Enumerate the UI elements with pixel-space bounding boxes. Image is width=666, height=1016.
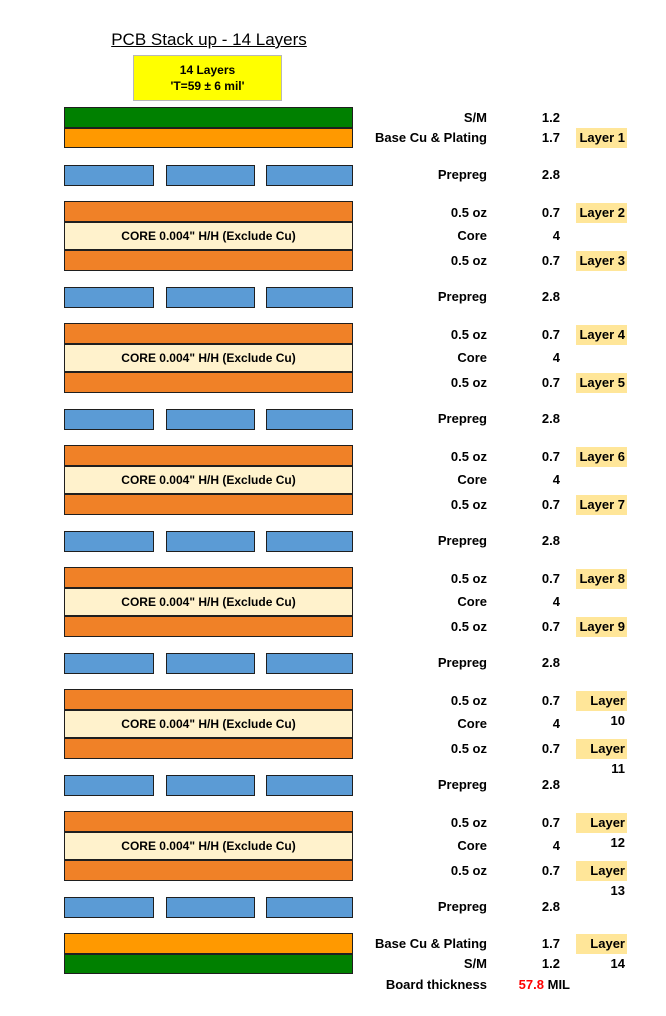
prepreg-thickness: 2.8 [541,777,560,792]
prepreg-label: Prepreg [437,289,487,304]
core-block: CORE 0.004" H/H (Exclude Cu) [64,344,353,372]
layer-tag-1: Layer 1 [576,128,627,148]
base-cu-label: Base Cu & Plating [375,936,487,951]
core-thickness: 4 [552,594,560,609]
prepreg-block [64,653,154,674]
core-block: CORE 0.004" H/H (Exclude Cu) [64,832,353,860]
prepreg-label: Prepreg [437,411,487,426]
half-oz-label: 0.5 oz [450,205,487,220]
layer-tag-13: Layer 13 [576,861,627,881]
half-oz-label: 0.5 oz [450,253,487,268]
prepreg-label: Prepreg [437,777,487,792]
core-thickness: 4 [552,716,560,731]
core-thickness: 4 [552,228,560,243]
core-block: CORE 0.004" H/H (Exclude Cu) [64,710,353,738]
layer-tag-8: Layer 8 [576,569,627,589]
prepreg-block [64,287,154,308]
board-thickness-value [490,975,570,995]
copper-thickness: 0.7 [541,253,560,268]
half-oz-label: 0.5 oz [450,375,487,390]
layer-count: 14 Layers [179,63,236,77]
base-cu-label: Base Cu & Plating [375,130,487,145]
base-cu-thickness: 1.7 [541,130,560,145]
half-oz-label: 0.5 oz [450,571,487,586]
copper-thickness: 0.7 [541,571,560,586]
layer-tag-5: Layer 5 [576,373,627,393]
core-label: Core [457,350,487,365]
prepreg-label: Prepreg [437,167,487,182]
prepreg-block [64,165,154,186]
layer-tag-11: Layer 11 [576,739,627,759]
solder-mask-label: S/M [463,956,487,971]
half-oz-label: 0.5 oz [450,741,487,756]
prepreg-block [64,531,154,552]
layer-tag-3: Layer 3 [576,251,627,271]
prepreg-thickness: 2.8 [541,289,560,304]
solder-mask-thickness: 1.2 [541,956,560,971]
layer-tag-12: Layer 12 [576,813,627,833]
prepreg-label: Prepreg [437,899,487,914]
layer-tag-6: Layer 6 [576,447,627,467]
prepreg-label: Prepreg [437,533,487,548]
half-oz-label: 0.5 oz [450,327,487,342]
prepreg-thickness: 2.8 [541,411,560,426]
core-label: Core [457,228,487,243]
half-oz-label: 0.5 oz [450,863,487,878]
copper-thickness: 0.7 [541,693,560,708]
core-block: CORE 0.004" H/H (Exclude Cu) [64,222,353,250]
thickness-tolerance: 'T=59 ± 6 mil' [170,79,245,93]
prepreg-block [64,775,154,796]
board-thickness-label: Board thickness [385,977,487,992]
half-oz-label: 0.5 oz [450,497,487,512]
prepreg-label: Prepreg [437,655,487,670]
copper-thickness: 0.7 [541,205,560,220]
copper-thickness: 0.7 [541,497,560,512]
solder-mask-label: S/M [463,110,487,125]
board-thickness-number: 57.8 [518,977,544,992]
solder-mask-thickness: 1.2 [541,110,560,125]
prepreg-thickness: 2.8 [541,655,560,670]
layer-tag-10: Layer 10 [576,691,627,711]
layer-tag-7: Layer 7 [576,495,627,515]
half-oz-label: 0.5 oz [450,449,487,464]
half-oz-label: 0.5 oz [450,693,487,708]
core-block: CORE 0.004" H/H (Exclude Cu) [64,466,353,494]
layer-tag-2: Layer 2 [576,203,627,223]
layer-tag-14: Layer 14 [576,934,627,954]
prepreg-thickness: 2.8 [541,899,560,914]
copper-thickness: 0.7 [541,619,560,634]
page-title: PCB Stack up - 14 Layers [111,30,307,49]
core-thickness: 4 [552,350,560,365]
core-label: Core [457,716,487,731]
layer-tag-9: Layer 9 [576,617,627,637]
core-thickness: 4 [552,838,560,853]
prepreg-block [64,897,154,918]
core-label: Core [457,838,487,853]
core-label: Core [457,594,487,609]
half-oz-label: 0.5 oz [450,619,487,634]
core-thickness: 4 [552,472,560,487]
prepreg-thickness: 2.8 [541,167,560,182]
copper-thickness: 0.7 [541,863,560,878]
prepreg-block [64,409,154,430]
board-thickness-unit: MIL [547,977,570,992]
layer-summary-box [133,55,282,101]
base-cu-thickness: 1.7 [541,936,560,951]
half-oz-label: 0.5 oz [450,815,487,830]
copper-thickness: 0.7 [541,815,560,830]
core-label: Core [457,472,487,487]
copper-thickness: 0.7 [541,449,560,464]
copper-thickness: 0.7 [541,327,560,342]
copper-thickness: 0.7 [541,741,560,756]
layer-tag-4: Layer 4 [576,325,627,345]
prepreg-thickness: 2.8 [541,533,560,548]
core-block: CORE 0.004" H/H (Exclude Cu) [64,588,353,616]
copper-thickness: 0.7 [541,375,560,390]
